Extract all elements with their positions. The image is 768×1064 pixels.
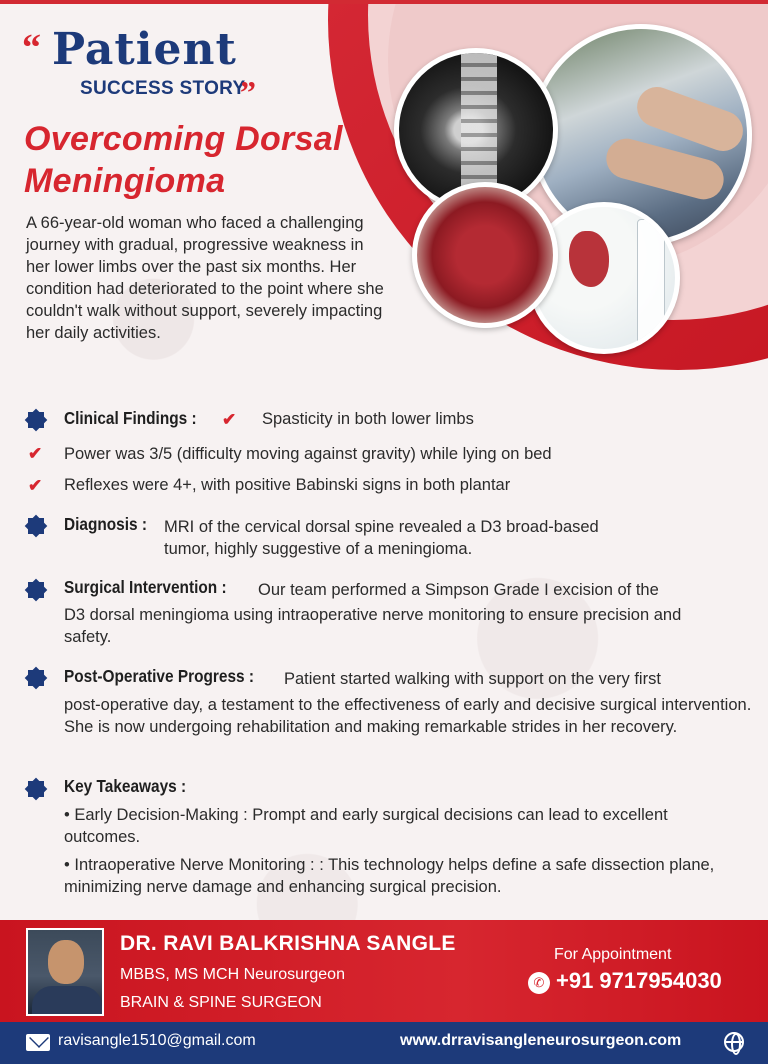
takeaway-item-1: • Early Decision-Making : Prompt and early surgical decisions can lead to excellent outcomes. xyxy=(64,806,668,846)
doctor-name: DR. RAVI BALKRISHNA SANGLE xyxy=(120,932,456,955)
tumor-mass xyxy=(569,231,609,287)
page-title: Overcoming Dorsal Meningioma xyxy=(24,120,343,200)
phone-icon: ✆ xyxy=(528,972,550,994)
clinical-item-2: Power was 3/5 (difficulty moving against gravity) while lying on bed xyxy=(64,445,552,463)
postop-rest: post-operative day, a testament to the effectiveness of early and decisive surgical intervention. She is now undergoing rehabilitation and making remarkable strides in her recovery. xyxy=(64,696,752,736)
star-bullet-icon xyxy=(28,582,44,598)
syringe xyxy=(637,219,665,347)
check-icon: ✔ xyxy=(28,476,43,495)
doctor-face xyxy=(48,940,84,984)
star-bullet-icon xyxy=(28,412,44,428)
patient-heading: Patient xyxy=(52,24,237,75)
star-bullet-icon xyxy=(28,518,44,534)
postop-line-1: Patient started walking with support on the very first xyxy=(284,670,661,688)
top-accent-bar xyxy=(0,0,768,4)
diagnosis-line-1: MRI of the cervical dorsal spine revealed a D3 broad-based xyxy=(164,518,599,536)
surgery-field-photo xyxy=(412,182,558,328)
clinical-item-3: Reflexes were 4+, with positive Babinski signs in both plantar xyxy=(64,476,511,494)
surgical-line-1: Our team performed a Simpson Grade I excision of the xyxy=(258,581,659,599)
clinical-item-1: Spasticity in both lower limbs xyxy=(262,410,474,428)
post-operative-label: Post-Operative Progress : xyxy=(64,666,254,686)
website-link[interactable]: www.drravisangleneurosurgeon.com xyxy=(400,1032,682,1049)
globe-icon xyxy=(724,1032,744,1052)
clinical-findings-label: Clinical Findings : xyxy=(64,408,197,428)
key-takeaways-label: Key Takeaways : xyxy=(64,776,187,796)
diagnosis-label: Diagnosis : xyxy=(64,514,148,534)
doctor-photo xyxy=(26,928,104,1016)
star-bullet-icon xyxy=(28,781,44,797)
intro-paragraph: A 66-year-old woman who faced a challenging journey with gradual, progressive weakness in her lower limbs over the past six months. Her condition had deteriorated to the point where she couldn't walk without support, severely impacting her daily activities. xyxy=(26,214,384,342)
diagnosis-line-2: tumor, highly suggestive of a meningioma. xyxy=(164,540,473,558)
email-link[interactable]: ravisangle1510@gmail.com xyxy=(58,1032,256,1049)
star-bullet-icon xyxy=(28,670,44,686)
check-icon: ✔ xyxy=(222,410,237,429)
check-icon: ✔ xyxy=(28,444,43,463)
doctor-qualification: MBBS, MS MCH Neurosurgeon xyxy=(120,966,345,983)
phone-number[interactable]: +91 9717954030 xyxy=(556,968,722,993)
doctor-shirt xyxy=(32,986,102,1016)
takeaway-item-2: • Intraoperative Nerve Monitoring : : This technology helps define a safe dissection plane, minimizing nerve damage and enhancing surgical precision. xyxy=(64,856,715,896)
appointment-label: For Appointment xyxy=(554,946,672,963)
surgical-rest: D3 dorsal meningioma using intraoperative nerve monitoring to ensure precision and safety. xyxy=(64,606,682,646)
quote-close-mark: ” xyxy=(240,74,256,110)
mail-icon xyxy=(26,1034,50,1051)
success-story-subheading: SUCCESS STORY xyxy=(80,78,246,99)
quote-open-mark: “ xyxy=(22,27,41,69)
doctor-specialty: BRAIN & SPINE SURGEON xyxy=(120,994,322,1011)
surgical-intervention-label: Surgical Intervention : xyxy=(64,577,227,597)
